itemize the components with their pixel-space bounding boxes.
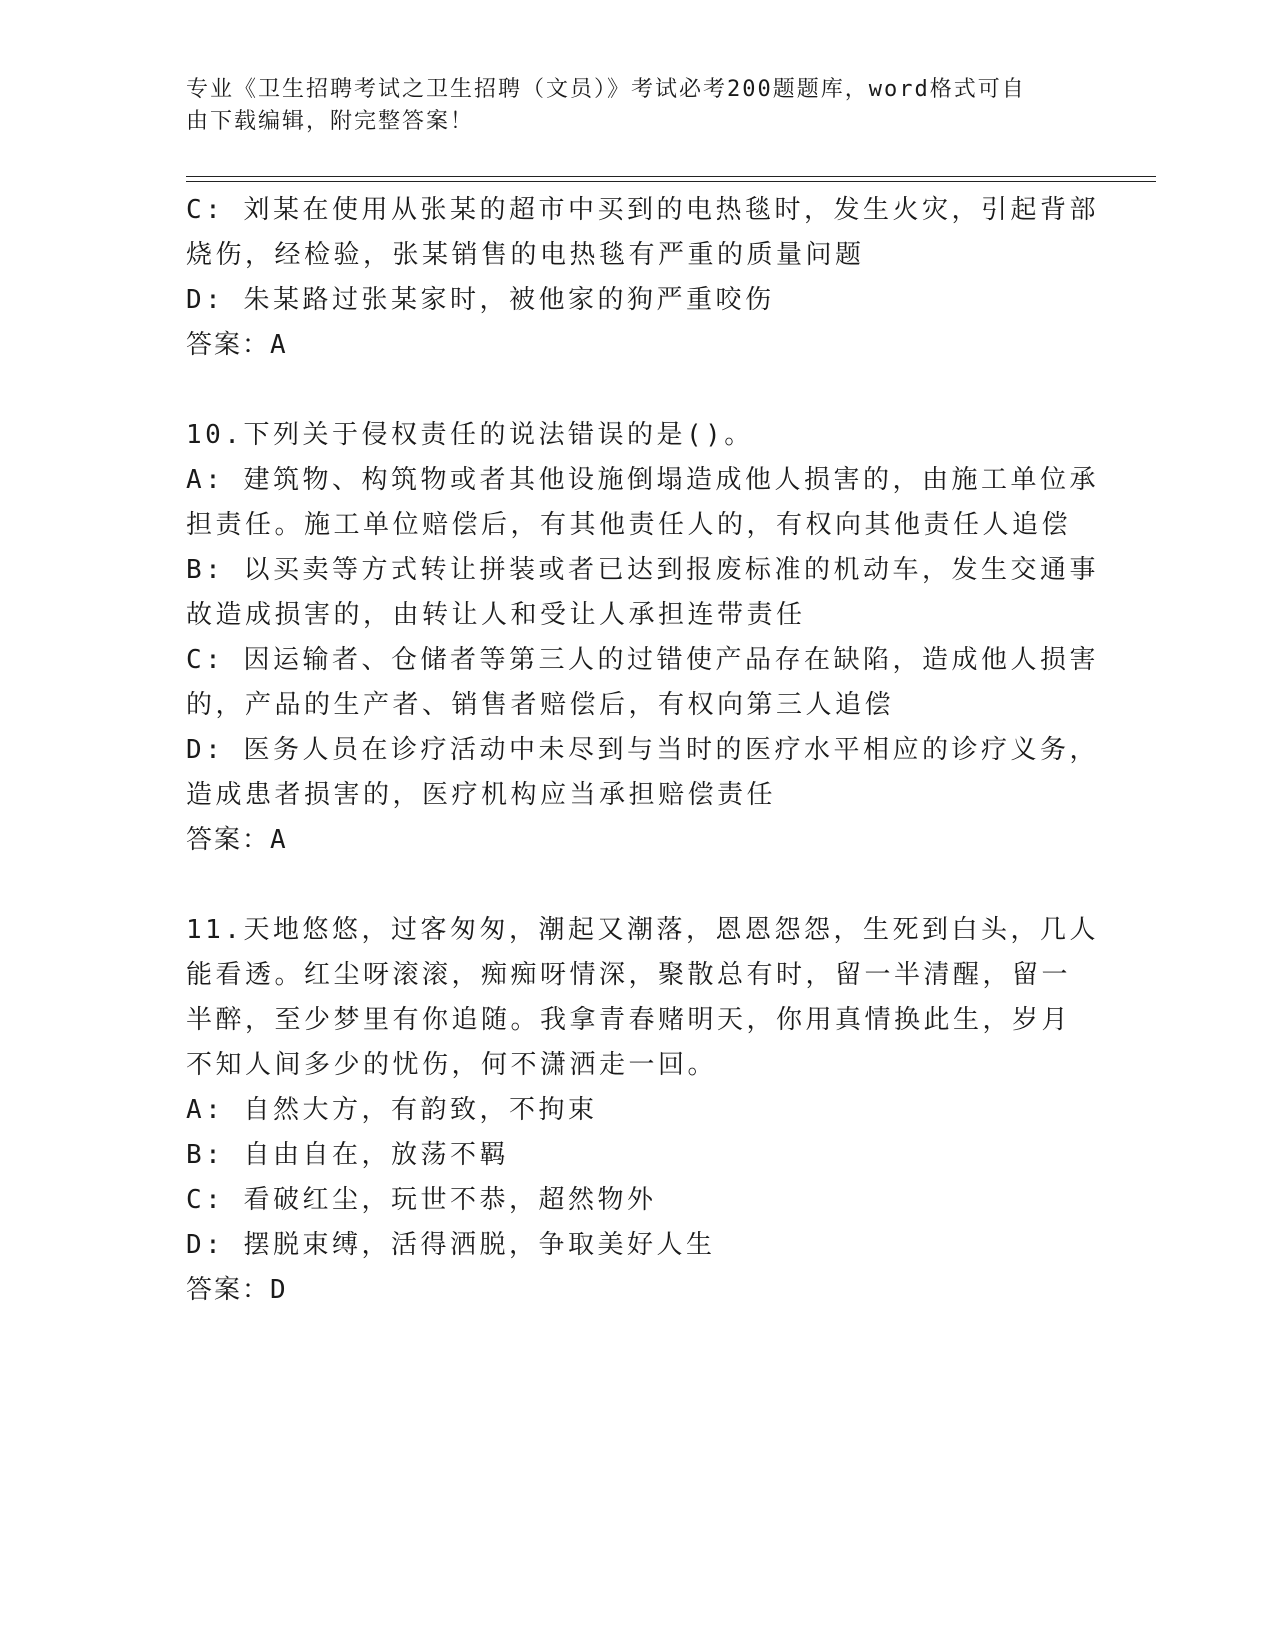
header-divider-bottom [186, 181, 1156, 182]
option-d-line-1: D: 医务人员在诊疗活动中未尽到与当时的医疗水平相应的诊疗义务， [186, 735, 1099, 765]
document-body [186, 188, 1099, 1313]
option-c: C: 看破红尘，玩世不恭，超然物外 [186, 1185, 657, 1215]
option-c-line-2: 烧伤，经检验，张某销售的电热毯有严重的质量问题 [186, 240, 865, 270]
option-a-line-2: 担责任。施工单位赔偿后，有其他责任人的，有权向其他责任人追偿 [186, 510, 1072, 540]
option-d-line-2: 造成患者损害的，医疗机构应当承担赔偿责任 [186, 780, 777, 810]
option-a: A: 自然大方，有韵致，不拘束 [186, 1095, 598, 1125]
answer-line: 答案：D [186, 1275, 288, 1305]
option-d: D: 摆脱束缚，活得洒脱，争取美好人生 [186, 1230, 716, 1260]
option-c-line-1: C: 因运输者、仓储者等第三人的过错使产品存在缺陷，造成他人损害 [186, 645, 1099, 675]
question-stem-line-4: 不知人间多少的忧伤，何不潇洒走一回。 [186, 1050, 718, 1080]
header-line-1: 专业《卫生招聘考试之卫生招聘（文员）》考试必考200题题库，word格式可自 [186, 77, 1026, 102]
spacer [186, 368, 1076, 413]
question-stem: 10.下列关于侵权责任的说法错误的是()。 [186, 420, 754, 450]
option-a-line-1: A: 建筑物、构筑物或者其他设施倒塌造成他人损害的，由施工单位承 [186, 465, 1099, 495]
header-line-2: 由下载编辑，附完整答案！ [186, 109, 475, 134]
question-stem-line-2: 能看透。红尘呀滚滚，痴痴呀情深，聚散总有时，留一半清醒，留一 [186, 960, 1072, 990]
question-11-block [186, 908, 1099, 1313]
option-c-line-2: 的，产品的生产者、销售者赔偿后，有权向第三人追偿 [186, 690, 895, 720]
option-b-line-1: B: 以买卖等方式转让拼装或者已达到报废标准的机动车，发生交通事 [186, 555, 1099, 585]
option-d: D: 朱某路过张某家时，被他家的狗严重咬伤 [186, 285, 775, 315]
document-header [186, 74, 1066, 138]
spacer [186, 863, 1076, 908]
option-c-line-1: C: 刘某在使用从张某的超市中买到的电热毯时，发生火灾，引起背部 [186, 195, 1099, 225]
option-b: B: 自由自在，放荡不羁 [186, 1140, 509, 1170]
question-stem-line-3: 半醉，至少梦里有你追随。我拿青春赌明天，你用真情换此生，岁月 [186, 1005, 1072, 1035]
question-stem-line-1: 11.天地悠悠，过客匆匆，潮起又潮落，恩恩怨怨，生死到白头，几人 [186, 915, 1099, 945]
answer-line: 答案：A [186, 330, 288, 360]
answer-line: 答案：A [186, 825, 288, 855]
question-10-block [186, 413, 1099, 863]
previous-question-block [186, 188, 1099, 368]
option-b-line-2: 故造成损害的，由转让人和受让人承担连带责任 [186, 600, 806, 630]
header-divider-top [186, 176, 1156, 177]
